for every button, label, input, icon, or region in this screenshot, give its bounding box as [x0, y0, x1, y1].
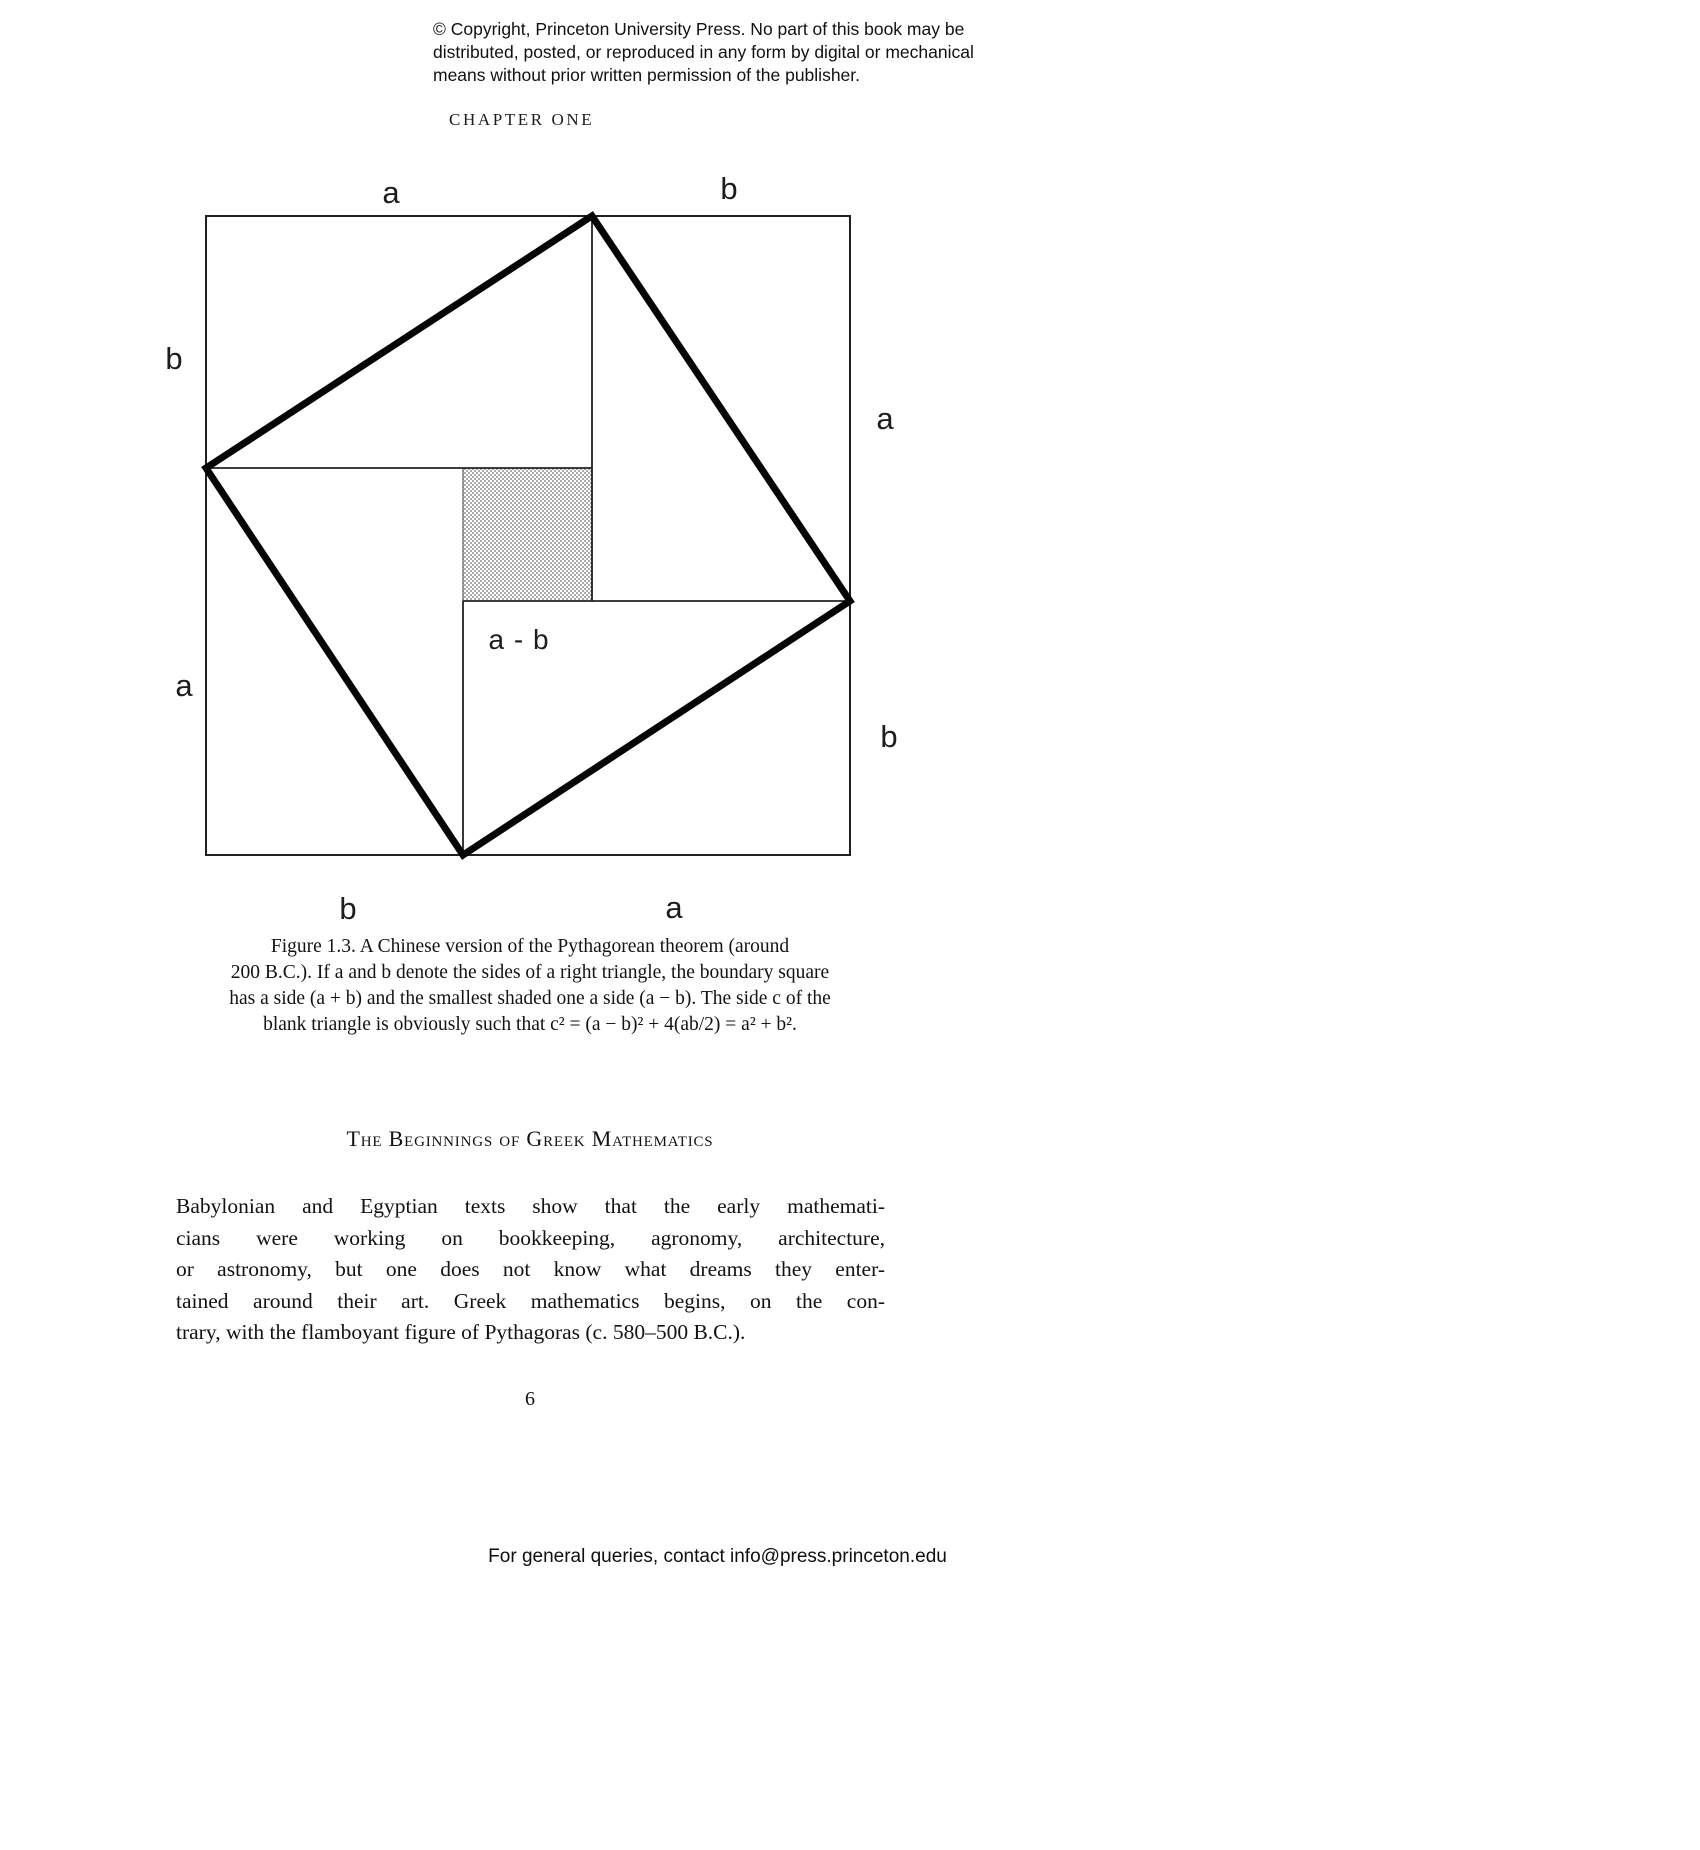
caption-line: 200 B.C.). If a and b denote the sides of a right triangle, the boundary square	[230, 962, 830, 983]
pythagorean-theorem-diagram	[140, 160, 950, 950]
inner-square-label: a - b	[488, 624, 550, 655]
side-label-top-left: a	[382, 175, 400, 210]
copyright-notice	[433, 18, 1018, 87]
paragraph-line: cians were working on bookkeeping, agronomy, architecture,	[176, 1225, 885, 1250]
side-label-right-upper: a	[876, 401, 894, 436]
footer-contact: For general queries, contact info@press.princeton.edu	[488, 1546, 947, 1567]
caption-line: Figure 1.3. A Chinese version of the Pythagorean theorem (around	[270, 936, 790, 957]
side-label-left-upper: b	[165, 341, 183, 376]
side-label-right-lower: b	[880, 719, 898, 754]
copyright-line: distributed, posted, or reproduced in any form by digital or mechanical	[433, 42, 974, 62]
caption-line: has a side (a + b) and the smallest shaded one a side (a − b). The side c of the	[229, 988, 831, 1009]
paragraph-line: trary, with the flamboyant figure of Pythagoras (c. 580–500 B.C.).	[176, 1320, 746, 1345]
paragraph-line: tained around their art. Greek mathematics begins, on the con-	[176, 1288, 885, 1313]
paragraph-line: Babylonian and Egyptian texts show that the early mathemati-	[176, 1194, 885, 1218]
chapter-header: CHAPTER ONE	[449, 110, 595, 129]
figure-caption	[130, 934, 930, 1038]
side-label-bottom-right: a	[665, 890, 683, 925]
section-heading: The Beginnings of Greek Mathematics	[346, 1126, 714, 1151]
side-label-bottom-left: b	[339, 891, 357, 926]
copyright-line: means without prior written permission of the publisher.	[433, 65, 861, 85]
side-label-left-lower: a	[175, 668, 193, 703]
paragraph-line: or astronomy, but one does not know what dreams they enter-	[176, 1257, 885, 1282]
shaded-inner-square	[463, 468, 592, 601]
side-label-top-right: b	[720, 171, 738, 206]
body-paragraph	[176, 1191, 885, 1349]
copyright-line: © Copyright, Princeton University Press. No part of this book may be	[433, 19, 965, 39]
page-number: 6	[525, 1388, 535, 1410]
caption-line: blank triangle is obviously such that c² = (a − b)² + 4(ab/2) = a² + b².	[263, 1014, 797, 1035]
